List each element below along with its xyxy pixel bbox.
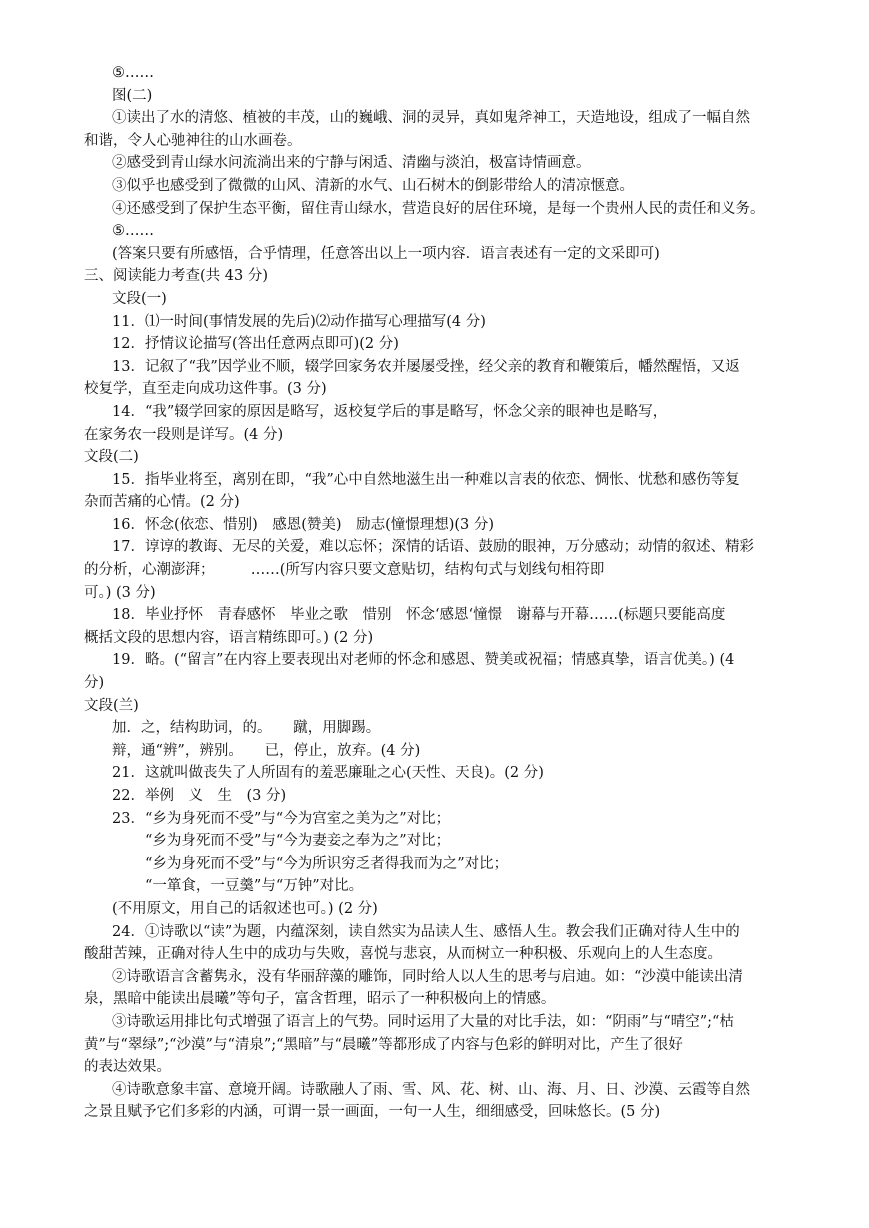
text-line: 分) [84, 675, 105, 692]
text-line: 14．“我”辍学回家的原因是略写，返校复学后的事是略写，怀念父亲的眼神也是略写， [112, 403, 668, 420]
text-line: 17．谆谆的教诲、无尽的关爱，难以忘怀；深情的话语、鼓励的眼神，万分感动；动情的叙述、精彩 [112, 539, 754, 556]
text-line: ④还感受到了保护生态平衡，留住青山绿水，营造良好的居住环境，是每一个贵州人民的责任和义务。 [112, 200, 765, 217]
text-line: 12．抒情议论描写(答出任意两点即可)(2 分) [112, 336, 399, 353]
text-line: 19．略。(“留言”在内容上要表现出对老师的怀念和感恩、赞美或祝福；情感真挚，语言优美。) (4 [112, 652, 735, 669]
text-line: 文段(兰) [84, 697, 139, 714]
text-line: “一箪食，一豆羹”与“万钟”对比。 [145, 878, 364, 895]
text-line: 辩，通“辨”，辨别。 已，停止，放弃。(4 分) [112, 742, 421, 759]
text-line: 16．怀念(依恋、惜别) 感恩(赞美) 励志(憧憬理想)(3 分) [112, 516, 495, 533]
text-line: 之景且赋予它们多彩的内涵，可谓一景一画面，一句一人生，细细感受，回味悠长。(5 分) [84, 1104, 661, 1121]
text-line: 三、阅读能力考查(共 43 分) [84, 268, 268, 285]
text-line: ①读出了水的清悠、植被的丰茂，山的巍峨、洞的灵异，真如鬼斧神工，天造地设，组成了一幅自然 [112, 110, 750, 127]
text-line: 21．这就叫做丧失了人所固有的羞恶廉耻之心(天性、天良)。(2 分) [112, 765, 544, 782]
text-line: 文段(一) [112, 290, 167, 307]
text-line: 11．⑴一时间(事情发展的先后)⑵动作描写心理描写(4 分) [112, 313, 486, 330]
text-line: ④诗歌意象丰富、意境开阔。诗歌融人了雨、雪、风、花、树、山、海、月、日、沙漠、云霞等自然 [112, 1081, 750, 1098]
text-line: 泉，黑暗中能读出晨曦”等句子，富含哲理，昭示了一种积极向上的情感。 [84, 991, 556, 1008]
text-line: “乡为身死而不受”与“今为妻妾之奉为之”对比； [145, 833, 451, 850]
text-line: 18．毕业抒怀 青春感怀 毕业之歌 惜别 怀念‘感恩‘憧憬 谢幕与开幕……(标题只要能高度 [112, 607, 726, 624]
text-line: ⑤…… [112, 65, 154, 81]
text-line: ②诗歌语言含蓄隽永，没有华丽辞藻的雕饰，同时给人以人生的思考与启迪。如：“沙漠中能读出清 [112, 968, 743, 985]
text-line: 的表达效果。 [84, 1059, 171, 1076]
text-line: 黄”与“翠绿”;“沙漠”与“清泉”;“黑暗”与“晨曦”等都形成了内容与色彩的鲜明对比，产生了很好 [84, 1036, 683, 1053]
text-line: 15．指毕业将至，离别在即，“我”心中自然地滋生出一种难以言表的依恋、惆怅、忧愁和感伤等复 [112, 471, 740, 488]
text-line: ③似乎也感受到了微微的山风、清新的水气、山石树木的倒影带给人的清凉惬意。 [112, 177, 634, 194]
text-line: “乡为身死而不受”与“今为所识穷乏者得我而为之”对比； [145, 855, 509, 872]
text-line: 酸甜苦辣，正确对待人生中的成功与失败，喜悦与悲哀，从而树立一种积极、乐观向上的人生态度。 [84, 946, 722, 963]
text-line: 23．“乡为身死而不受”与“今为宫室之美为之”对比； [112, 810, 451, 827]
text-line: 文段(二) [84, 449, 139, 466]
text-line: 24．①诗歌以“读”为题，内蕴深刻，读自然实为品读人生、感悟人生。教会我们正确对待人生中的 [112, 923, 740, 940]
answer-text-body [84, 62, 789, 1124]
text-line: 加．之，结构助词，的。 蹴，用脚踢。 [112, 720, 381, 737]
text-line: 22．举例 义 生 (3 分) [112, 788, 287, 804]
text-line: 和谐，令人心驰神往的山水画卷。 [84, 132, 302, 149]
text-line: ③诗歌运用排比句式增强了语言上的气势。同时运用了大量的对比手法，如：“阴雨”与“晴空”;“枯 [112, 1013, 734, 1030]
text-line: 概括文段的思想内容，语言精练即可。) (2 分) [84, 629, 374, 646]
text-line: 杂而苦痛的心情。(2 分) [84, 494, 240, 511]
text-line: (不用原文，用自己的话叙述也可。) (2 分) [112, 900, 378, 917]
text-line: 可。) (3 分) [84, 584, 156, 601]
text-line: 的分析，心潮澎湃； ……(所写内容只要文意贴切，结构句式与划线句相符即 [84, 562, 605, 579]
text-line: 图(二) [112, 87, 153, 104]
text-line: 在家务农一段则是详写。(4 分) [84, 426, 284, 443]
text-line: 13．记叙了“我”因学业不顺，辍学回家务农并屡屡受挫，经父亲的教育和鞭策后，幡然醒悟，又返 [112, 358, 740, 375]
text-line: 校复学，直至走向成功这件事。(3 分) [84, 381, 327, 398]
text-line: (答案只要有所感悟，合乎情理，任意答出以上一项内容．语言表述有一定的文采即可) [112, 245, 660, 262]
text-line: ⑤…… [112, 223, 154, 240]
text-line: ②感受到青山绿水问流淌出来的宁静与闲适、清幽与淡泊，极富诗情画意。 [112, 155, 591, 172]
